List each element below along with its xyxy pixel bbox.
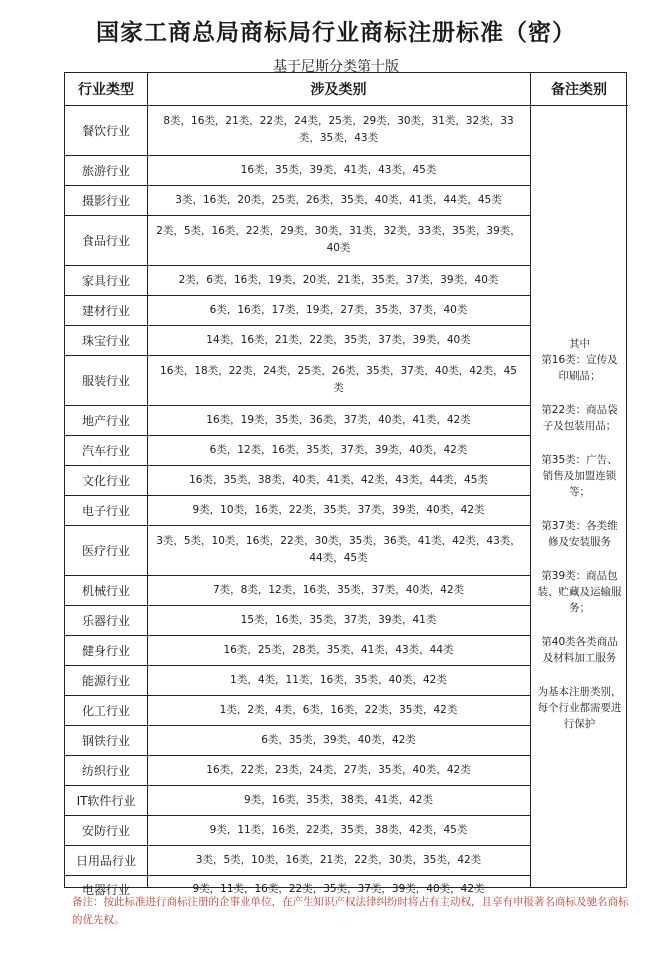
classes-cell: 14类，16类，21类，22类，35类，37类，39类，40类 [206, 333, 471, 346]
classes-cell: 9类，11类，16类，22类，35类，38类，42类，45类 [209, 823, 468, 836]
industry-cell: 钢铁行业 [81, 733, 130, 748]
header-notes: 备注类别 [551, 82, 607, 98]
notes-cell [531, 178, 628, 889]
classes-cell: 15类，16类，35类，37类，39类，41类 [240, 613, 437, 626]
notes-line: 其中 [569, 337, 590, 350]
industry-cell: 乐器行业 [81, 613, 130, 628]
classes-cell: 9类，10类，16类，22类，35类，37类，39类，40类，42类 [192, 503, 485, 516]
classes-cell: 16类，35类，39类，41类，43类，45类 [240, 163, 437, 176]
classes-cell: 16类，19类，35类，36类，37类，40类，41类，42类 [206, 413, 471, 426]
header-classes: 涉及类别 [310, 82, 367, 98]
industry-cell: 医疗行业 [81, 543, 130, 558]
industry-cell: 服装行业 [81, 373, 130, 388]
industry-cell: 建材行业 [81, 303, 130, 318]
industry-cell: 电子行业 [81, 503, 130, 518]
classes-cell: 3类，16类，20类，25类，26类，35类，40类，41类，44类，45类 [175, 193, 502, 206]
classes-cell: 6类，16类，17类，19类，27类，35类，37类，40类 [209, 303, 468, 316]
notes-line: 第16类：宣传及印刷品； [541, 353, 618, 382]
classes-cell: 2类，5类，16类，22类，29类，30类，31类，32类，33类，35类，39类，40类 [156, 225, 521, 254]
notes-line: 第37类：各类维修及安装服务 [541, 519, 618, 548]
classes-cell: 7类，8类，12类，16类，35类，37类，40类，42类 [212, 583, 465, 596]
classes-cell: 6类，35类，39类，40类，42类 [261, 733, 416, 746]
notes-line: 第35类：广告、销售及加盟连锁等； [541, 453, 618, 498]
industry-cell: 安防行业 [81, 823, 130, 838]
classes-cell: 1类，2类，4类，6类，16类，22类，35类，42类 [219, 703, 458, 716]
industry-cell: 摄影行业 [81, 193, 130, 208]
industry-cell: 文化行业 [81, 473, 130, 488]
page-title: 国家工商总局商标局行业商标注册标准（密） [96, 20, 576, 46]
industry-cell: 食品行业 [81, 233, 130, 248]
notes-line: 为基本注册类别，每个行业都需要进行保护 [537, 685, 622, 730]
classes-cell: 16类，35类，38类，40类，41类，42类，43类，44类，45类 [189, 473, 488, 486]
header-industry: 行业类型 [78, 82, 134, 98]
classes-cell: 8类，16类，21类，22类，24类，25类，29类，30类，31类，32类，33类，35类，43类 [163, 115, 514, 144]
industry-cell: 家具行业 [81, 273, 130, 288]
footer-note: 备注：按此标准进行商标注册的企事业单位，在产生知识产权法律纠纷时将占有主动权，且享有申报著名商标及驰名商标的优先权。 [72, 896, 629, 926]
classes-cell: 9类，11类，16类，22类，35类，37类，39类，40类，42类 [192, 883, 485, 895]
industry-cell: 健身行业 [81, 643, 130, 658]
industry-cell: 机械行业 [81, 583, 130, 598]
classes-cell: 1类，4类，11类，16类，35类，40类，42类 [230, 673, 447, 686]
page-subtitle: 基于尼斯分类第十版 [273, 59, 399, 75]
classes-cell: 9类，16类，35类，38类，41类，42类 [244, 793, 433, 806]
classes-cell: 16类，18类，22类，24类，25类，26类，35类，37类，40类，42类，45类 [160, 365, 517, 394]
industry-cell: 餐饮行业 [81, 123, 130, 138]
notes-line: 第22类：商品袋子及包装用品； [541, 403, 618, 432]
industry-cell: 化工行业 [81, 703, 130, 718]
classes-cell: 3类，5类，10类，16类，21类，22类，30类，35类，42类 [195, 853, 482, 866]
standards-table [64, 72, 627, 897]
classes-cell: 2类，6类，16类，19类，20类，21类，35类，37类，39类，40类 [178, 273, 499, 286]
classes-cell: 16类，25类，28类，35类，41类，43类，44类 [223, 643, 454, 656]
industry-cell: 汽车行业 [81, 443, 130, 458]
classes-cell: 16类，22类，23类，24类，27类，35类，40类，42类 [206, 763, 471, 776]
notes-line: 第40类各类商品及材料加工服务 [541, 635, 618, 664]
industry-cell: 地产行业 [81, 413, 130, 428]
industry-cell: 日用品行业 [75, 853, 136, 868]
notes-line: 第39类：商品包装、贮藏及运输服务； [537, 569, 622, 614]
industry-cell: 能源行业 [81, 673, 130, 688]
industry-cell: 旅游行业 [81, 163, 130, 178]
classes-cell: 6类，12类，16类，35类，37类，39类，40类，42类 [209, 443, 468, 456]
industry-cell: 珠宝行业 [81, 333, 130, 348]
industry-cell: 电器行业 [81, 883, 130, 897]
industry-cell: 纺织行业 [81, 763, 130, 778]
classes-cell: 3类，5类，10类，16类，22类，30类，35类，36类，41类，42类，43类，44类，45类 [156, 535, 521, 564]
industry-cell: IT软件行业 [76, 793, 136, 808]
